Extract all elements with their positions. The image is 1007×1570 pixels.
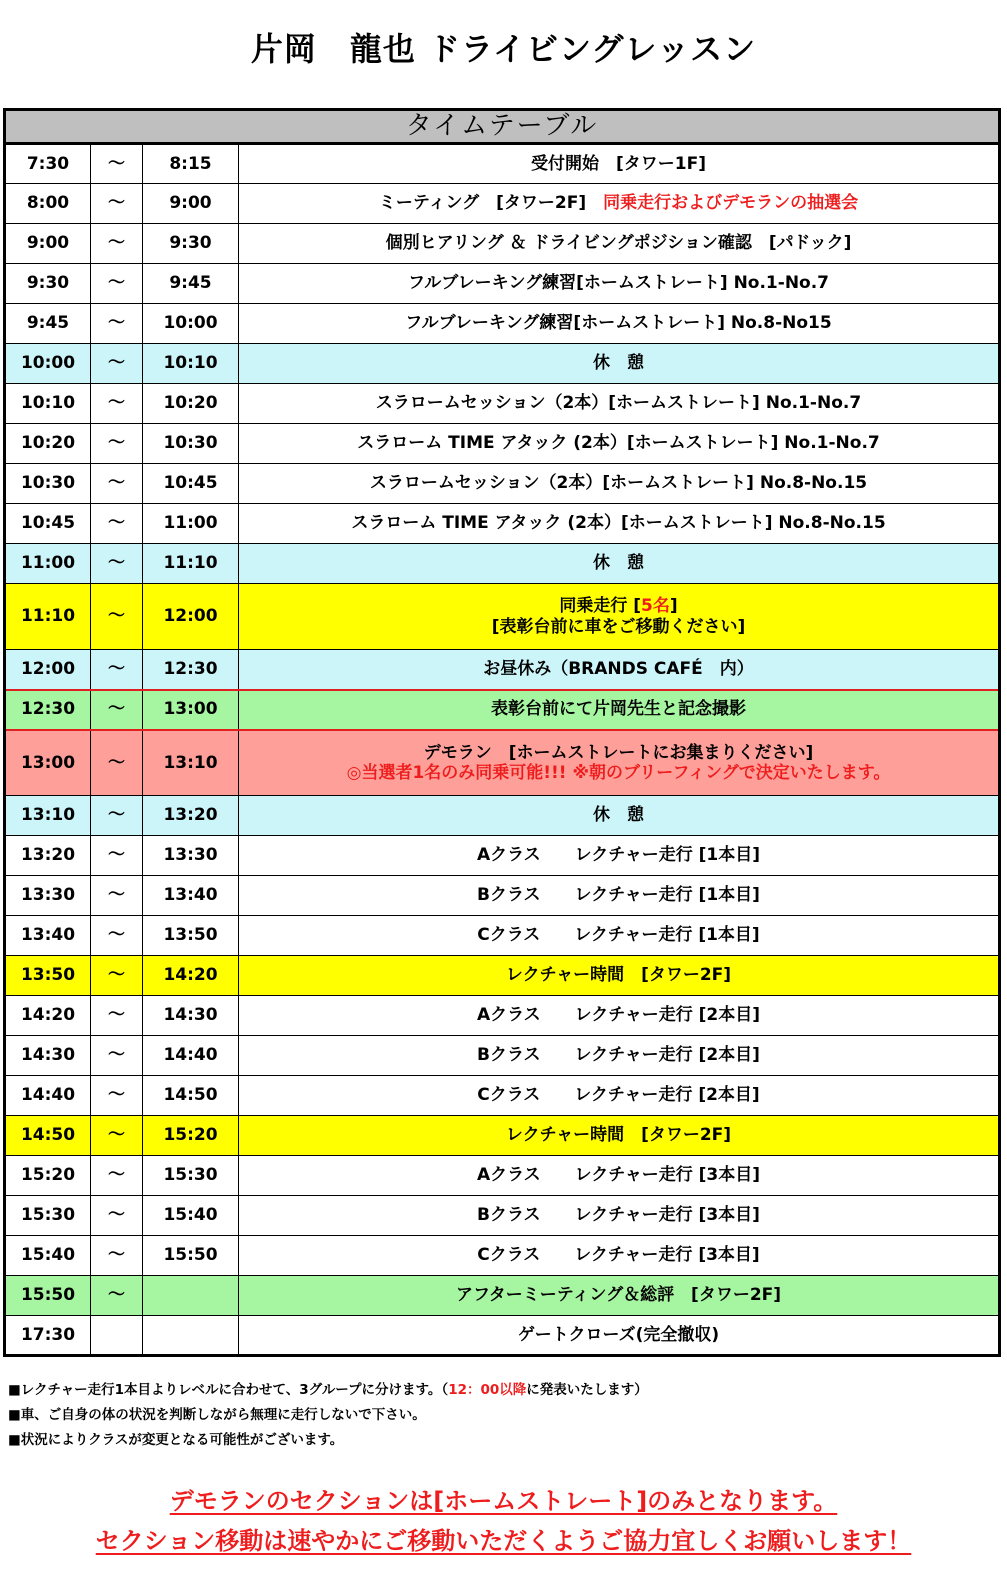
end-time: 10:30	[143, 424, 239, 464]
activity-text: レクチャー時間 [タワー2F]	[505, 965, 732, 986]
table-row	[5, 304, 1000, 344]
table-row	[5, 876, 1000, 916]
activity	[239, 1196, 1000, 1236]
start-time: 14:30	[5, 1036, 91, 1076]
activity	[239, 1036, 1000, 1076]
end-time: 10:00	[143, 304, 239, 344]
activity	[239, 344, 1000, 384]
activity-text: Bクラス レクチャー走行 [3本目]	[477, 1205, 760, 1226]
table-row	[5, 1316, 1000, 1356]
activity-text: Bクラス レクチャー走行 [2本目]	[477, 1045, 760, 1066]
activity	[239, 1236, 1000, 1276]
activity-text: 個別ヒアリング ＆ ドライビングポジション確認 [パドック]	[385, 233, 852, 254]
activity	[239, 1316, 1000, 1356]
note-1	[8, 1378, 998, 1403]
banner-line-1	[0, 1481, 1007, 1516]
start-time: 9:45	[5, 304, 91, 344]
notes	[8, 1378, 998, 1453]
end-time: 12:00	[143, 584, 239, 650]
activity-text: デモラン [ホームストレートにお集まりください]	[423, 742, 814, 763]
table-row	[5, 224, 1000, 264]
start-time: 12:30	[5, 690, 91, 730]
end-time: 12:30	[143, 650, 239, 690]
time-separator: ～	[91, 224, 143, 264]
table-row	[5, 1196, 1000, 1236]
end-time: 13:00	[143, 690, 239, 730]
activity	[239, 184, 1000, 224]
activity	[239, 916, 1000, 956]
time-separator: ～	[91, 836, 143, 876]
table-row	[5, 956, 1000, 996]
table-row	[5, 730, 1000, 796]
time-separator: ～	[91, 650, 143, 690]
end-time: 13:30	[143, 836, 239, 876]
activity	[239, 144, 1000, 184]
activity-line	[239, 617, 998, 637]
table-row	[5, 650, 1000, 690]
end-time: 15:50	[143, 1236, 239, 1276]
end-time: 14:30	[143, 996, 239, 1036]
activity	[239, 584, 1000, 650]
banner-line-1-text: デモランのセクションは[ホームストレート]のみとなります。	[169, 1487, 838, 1515]
table-row	[5, 1116, 1000, 1156]
start-time: 10:00	[5, 344, 91, 384]
table-row	[5, 424, 1000, 464]
table-row	[5, 1236, 1000, 1276]
activity	[239, 504, 1000, 544]
time-separator: ～	[91, 916, 143, 956]
end-time	[143, 1276, 239, 1316]
end-time: 13:40	[143, 876, 239, 916]
activity-text: お昼休み（BRANDS CAFÉ 内）	[483, 659, 754, 680]
end-time: 10:45	[143, 464, 239, 504]
activity-text: 受付開始 [タワー1F]	[531, 153, 706, 174]
table-row	[5, 504, 1000, 544]
activity-text: ゲートクローズ(完全撤収)	[517, 1324, 720, 1345]
timetable	[3, 108, 1001, 1357]
activity-text: 休 憩	[593, 553, 644, 574]
activity	[239, 224, 1000, 264]
end-time: 8:15	[143, 144, 239, 184]
activity-highlight: 5名	[641, 596, 670, 617]
activity	[239, 1156, 1000, 1196]
table-row	[5, 1276, 1000, 1316]
table-row	[5, 544, 1000, 584]
activity	[239, 690, 1000, 730]
activity	[239, 1076, 1000, 1116]
start-time: 9:00	[5, 224, 91, 264]
time-separator: ～	[91, 1036, 143, 1076]
activity-text: スラロームセッション（2本）[ホームストレート] No.8-No.15	[369, 473, 868, 494]
table-row	[5, 264, 1000, 304]
table-row	[5, 916, 1000, 956]
table-row	[5, 184, 1000, 224]
table-row	[5, 144, 1000, 184]
start-time: 15:40	[5, 1236, 91, 1276]
activity	[239, 544, 1000, 584]
time-separator: ～	[91, 464, 143, 504]
table-row	[5, 384, 1000, 424]
activity	[239, 264, 1000, 304]
note-1-text: ■レクチャー走行1本目よりレベルに合わせて、3グループに分けます。（	[8, 1382, 449, 1398]
time-separator: ～	[91, 1276, 143, 1316]
end-time: 9:00	[143, 184, 239, 224]
activity	[239, 836, 1000, 876]
start-time: 10:45	[5, 504, 91, 544]
activity-text: 休 憩	[593, 353, 644, 374]
end-time: 15:40	[143, 1196, 239, 1236]
timetable-header-row	[5, 110, 1000, 144]
activity	[239, 996, 1000, 1036]
start-time: 14:50	[5, 1116, 91, 1156]
activity	[239, 1276, 1000, 1316]
end-time: 9:30	[143, 224, 239, 264]
activity-text: レクチャー時間 [タワー2F]	[505, 1125, 732, 1146]
table-row	[5, 996, 1000, 1036]
activity-text: スラローム TIME アタック (2本）[ホームストレート] No.1-No.7	[357, 433, 880, 454]
end-time: 11:10	[143, 544, 239, 584]
activity-text: Cクラス レクチャー走行 [2本目]	[477, 1085, 760, 1106]
note-2: ■車、ご自身の体の状況を判断しながら無理に走行しないで下さい。	[8, 1407, 426, 1423]
time-separator: ～	[91, 384, 143, 424]
time-separator: ～	[91, 1156, 143, 1196]
end-time: 14:20	[143, 956, 239, 996]
start-time: 7:30	[5, 144, 91, 184]
note-1-highlight: 12：00以降	[448, 1382, 527, 1398]
activity-line	[239, 763, 998, 783]
banner-line-2-text: セクション移動は速やかにご移動いただくようご協力宜しくお願いします！	[95, 1527, 912, 1555]
activity-text: 表彰台前にて片岡先生と記念撮影	[491, 699, 746, 720]
start-time: 10:10	[5, 384, 91, 424]
activity	[239, 1116, 1000, 1156]
activity-text: Aクラス レクチャー走行 [3本目]	[476, 1165, 761, 1186]
time-separator: ～	[91, 996, 143, 1036]
start-time: 10:30	[5, 464, 91, 504]
activity	[239, 464, 1000, 504]
end-time: 10:10	[143, 344, 239, 384]
end-time: 13:10	[143, 730, 239, 796]
end-time: 10:20	[143, 384, 239, 424]
time-separator: ～	[91, 1236, 143, 1276]
table-row	[5, 836, 1000, 876]
time-separator: ～	[91, 144, 143, 184]
activity-text: フルブレーキング練習[ホームストレート] No.1-No.7	[407, 273, 830, 294]
activity-text: ]	[669, 596, 678, 617]
activity-text: [表彰台前に車をご移動ください]	[491, 616, 746, 637]
end-time: 14:50	[143, 1076, 239, 1116]
page-title: 片岡 龍也 ドライビングレッスン	[250, 30, 757, 68]
activity	[239, 796, 1000, 836]
activity	[239, 384, 1000, 424]
time-separator: ～	[91, 796, 143, 836]
table-row	[5, 1156, 1000, 1196]
activity-highlight: ◎当選者1名のみ同乗可能!!! ※朝のブリーフィングで決定いたします。	[346, 762, 891, 783]
time-separator: ～	[91, 1116, 143, 1156]
end-time: 15:20	[143, 1116, 239, 1156]
end-time: 9:45	[143, 264, 239, 304]
start-time: 10:20	[5, 424, 91, 464]
start-time: 13:30	[5, 876, 91, 916]
activity-line	[239, 596, 998, 616]
activity	[239, 876, 1000, 916]
start-time: 12:00	[5, 650, 91, 690]
activity-text: Aクラス レクチャー走行 [1本目]	[476, 845, 761, 866]
timetable-header: タイムテーブル	[5, 110, 1000, 144]
time-separator: ～	[91, 956, 143, 996]
activity-text: 休 憩	[593, 805, 644, 826]
time-separator: ～	[91, 504, 143, 544]
activity	[239, 956, 1000, 996]
end-time: 14:40	[143, 1036, 239, 1076]
start-time: 15:20	[5, 1156, 91, 1196]
start-time: 15:50	[5, 1276, 91, 1316]
start-time: 17:30	[5, 1316, 91, 1356]
start-time: 14:20	[5, 996, 91, 1036]
start-time: 13:20	[5, 836, 91, 876]
start-time: 11:10	[5, 584, 91, 650]
activity-text: スラローム TIME アタック (2本）[ホームストレート] No.8-No.15	[351, 513, 886, 534]
table-row	[5, 796, 1000, 836]
activity-text: Cクラス レクチャー走行 [3本目]	[477, 1245, 760, 1266]
activity-text: Bクラス レクチャー走行 [1本目]	[477, 885, 760, 906]
end-time: 13:20	[143, 796, 239, 836]
time-separator: ～	[91, 304, 143, 344]
activity-text: Cクラス レクチャー走行 [1本目]	[477, 925, 760, 946]
activity-text: フルブレーキング練習[ホームストレート] No.8-No15	[405, 313, 832, 334]
end-time	[143, 1316, 239, 1356]
start-time: 13:10	[5, 796, 91, 836]
time-separator: ～	[91, 730, 143, 796]
start-time: 8:00	[5, 184, 91, 224]
time-separator: ～	[91, 424, 143, 464]
table-row	[5, 1036, 1000, 1076]
start-time: 14:40	[5, 1076, 91, 1116]
activity	[239, 730, 1000, 796]
start-time: 13:00	[5, 730, 91, 796]
start-time: 9:30	[5, 264, 91, 304]
note-3: ■状況によりクラスが変更となる可能性がございます。	[8, 1432, 344, 1448]
activity	[239, 424, 1000, 464]
time-separator: ～	[91, 876, 143, 916]
time-separator: ～	[91, 544, 143, 584]
table-row	[5, 1076, 1000, 1116]
activity-text: Aクラス レクチャー走行 [2本目]	[476, 1005, 761, 1026]
start-time: 15:30	[5, 1196, 91, 1236]
activity-text: スラロームセッション（2本）[ホームストレート] No.1-No.7	[375, 393, 862, 414]
table-row	[5, 584, 1000, 650]
end-time: 13:50	[143, 916, 239, 956]
time-separator: ～	[91, 1196, 143, 1236]
activity-text: アフターミーティング＆総評 [タワー2F]	[455, 1285, 782, 1306]
activity-line	[239, 743, 998, 763]
activity-text: 同乗走行 [	[559, 596, 642, 617]
time-separator: ～	[91, 184, 143, 224]
end-time: 11:00	[143, 504, 239, 544]
table-row	[5, 344, 1000, 384]
time-separator: ～	[91, 264, 143, 304]
time-separator: ～	[91, 1076, 143, 1116]
table-row	[5, 690, 1000, 730]
table-row	[5, 464, 1000, 504]
activity	[239, 304, 1000, 344]
time-separator: ～	[91, 690, 143, 730]
activity-text: ミーティング [タワー2F]	[378, 193, 604, 214]
start-time: 11:00	[5, 544, 91, 584]
activity-highlight: 同乗走行およびデモランの抽選会	[603, 193, 859, 214]
activity	[239, 650, 1000, 690]
start-time: 13:50	[5, 956, 91, 996]
end-time: 15:30	[143, 1156, 239, 1196]
time-separator: ～	[91, 584, 143, 650]
time-separator: ～	[91, 344, 143, 384]
time-separator	[91, 1316, 143, 1356]
start-time: 13:40	[5, 916, 91, 956]
note-1-tail: に発表いたします）	[526, 1382, 648, 1398]
banner-line-2	[0, 1521, 1007, 1556]
